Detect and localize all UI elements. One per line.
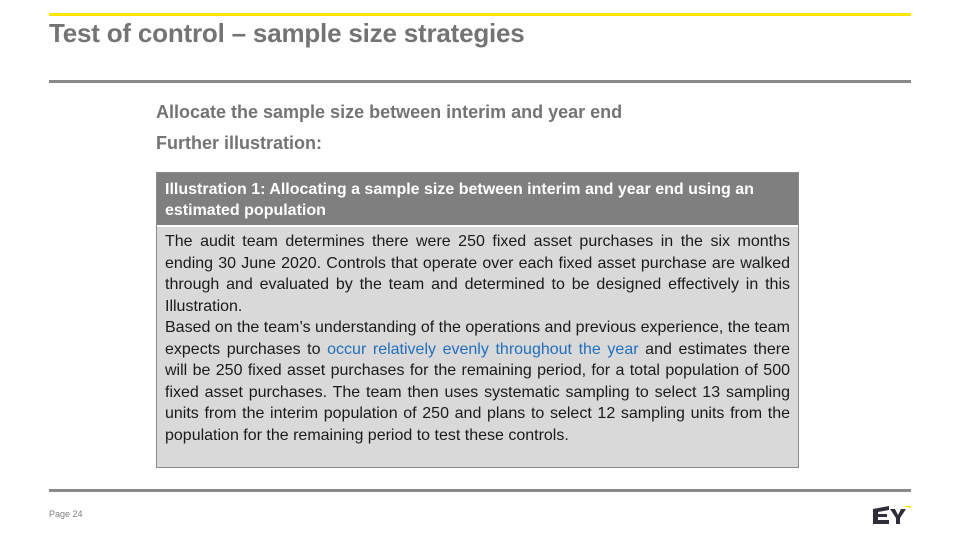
paragraph-2-tail: and estimates there will be 250 fixed asset purchases for the remaining period, for a total population of 500 fixed asset purchases. The team then uses systematic sampling to select 13 sampling units from the interim population of 250 and plans to select 12 sampling units from the population for the remaining period to test these controls. — [165, 340, 791, 444]
subheading-further: Further illustration: — [156, 133, 322, 153]
subheading-allocate: Allocate the sample size between interim and year end — [156, 102, 623, 122]
illustration-box — [156, 172, 799, 468]
illustration-header: Illustration 1: Allocating a sample size between interim and year end using an estimated population — [157, 173, 798, 227]
illustration-body — [157, 227, 798, 446]
top-accent-rule — [49, 13, 911, 16]
title-divider — [49, 80, 911, 83]
highlighted-phrase: occur relatively evenly throughout the year — [327, 340, 639, 358]
slide-title: Test of control – sample size strategies — [49, 18, 525, 48]
illustration-paragraph-1: The audit team determines there were 250 fixed asset purchases in the six months ending 30 June 2020. Controls that operate over each fixed asset purchase are walked through and evaluated by the team and determined to be designed effectively in this Illustration. — [165, 233, 790, 315]
paragraph-2-lead: Based on the team’s understanding of the operations and previous experience, the team expects purchases to — [165, 319, 791, 358]
page-number: Page 24 — [49, 509, 83, 519]
illustration-paragraph-2 — [165, 317, 790, 446]
ey-logo — [873, 506, 911, 524]
footer-divider — [49, 489, 911, 492]
